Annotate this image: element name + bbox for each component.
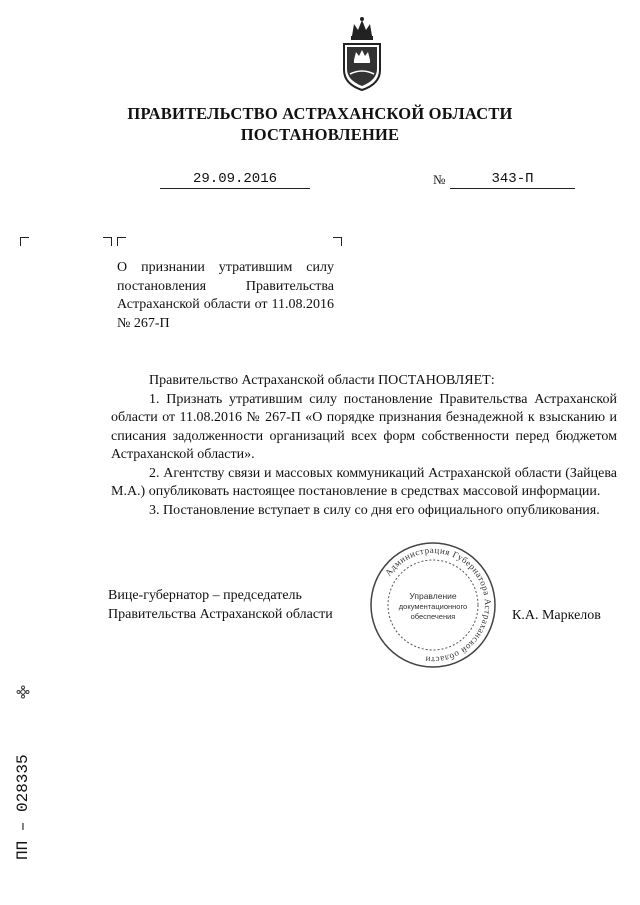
corner-mark-right xyxy=(333,237,342,246)
organization-title: ПРАВИТЕЛЬСТВО АСТРАХАНСКОЙ ОБЛАСТИ xyxy=(127,104,513,123)
corner-mark-mid-right xyxy=(117,237,126,246)
body-item-1: 1. Признать утратившим силу постановление Правительства Астраханской области от 11.08.2016 № 267-П «О порядке признания безнадежной к взысканию и списания задолженности организаций всех форм собственности перед бюджетом Астраханской области». xyxy=(111,391,617,462)
position-line-1: Вице-губернатор – председатель xyxy=(108,588,302,603)
signatory-position xyxy=(108,587,333,624)
body-intro: Правительство Астраханской области ПОСТАНОВЛЯЕТ: xyxy=(149,373,495,388)
official-stamp xyxy=(368,540,498,670)
body-item-3: 3. Постановление вступает в силу со дня его официального опубликования. xyxy=(149,502,600,518)
document-subject: О признании утратившим силу постановления Правительства Астраханской области от 11.08.2016 № 267-П xyxy=(117,260,334,331)
stamp-line-1: Управление xyxy=(409,591,457,601)
stamp-line-3: обеспечения xyxy=(410,612,456,621)
corner-mark-left xyxy=(20,237,29,246)
registration-number: ПП – 028335 xyxy=(14,754,32,860)
number-sign: № xyxy=(433,172,446,187)
number-underline xyxy=(450,188,575,189)
body-item-2: 2. Агентству связи и массовых коммуникаций Астраханской области (Зайцева М.А.) опубликовать настоящее постановление в средствах массовой информации. xyxy=(111,465,617,499)
corner-mark-mid-left xyxy=(103,237,112,246)
signatory-name: К.А. Маркелов xyxy=(512,608,601,623)
stamp-line-2: документационного xyxy=(398,602,468,611)
coat-of-arms-emblem xyxy=(338,14,386,92)
document-date: 29.09.2016 xyxy=(192,171,277,187)
document-type: ПОСТАНОВЛЕНИЕ xyxy=(240,125,400,144)
document-header xyxy=(0,103,640,145)
position-line-2: Правительства Астраханской области xyxy=(108,606,333,622)
document-body xyxy=(111,372,617,520)
flower-mark-icon xyxy=(16,685,30,699)
stamp-ring-text: Администрация Губернатора Астраханской области xyxy=(382,544,494,666)
date-underline xyxy=(160,188,310,189)
document-number: 343-П xyxy=(491,171,534,187)
